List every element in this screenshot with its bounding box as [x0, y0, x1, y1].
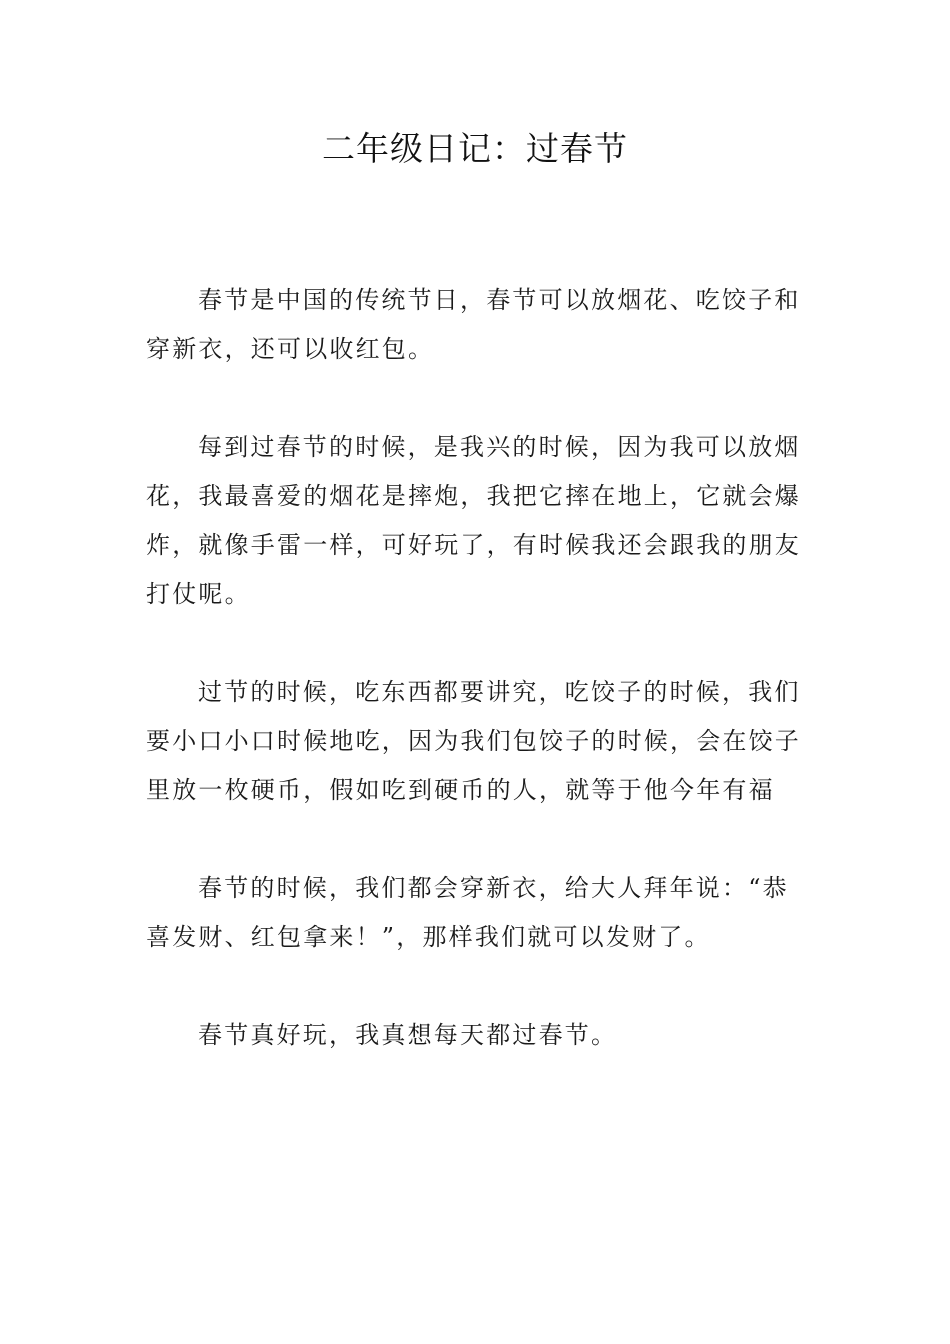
document-title: 二年级日记：过春节: [322, 129, 628, 168]
paragraph-2: 每到过春节的时候，是我兴的时候，因为我可以放烟花，我最喜爱的烟花是摔炮，我把它摔在地上，它就会爆炸，就像手雷一样，可好玩了，有时候我还会跟我的朋友打仗呢。: [146, 433, 801, 608]
paragraph-5: 春节真好玩，我真想每天都过春节。: [198, 1021, 618, 1049]
paragraph-4: 春节的时候，我们都会穿新衣，给大人拜年说：“恭喜发财、红包拿来！”，那样我们就可以发财了。: [146, 874, 789, 951]
paragraph-1: 春节是中国的传统节日，春节可以放烟花、吃饺子和穿新衣，还可以收红包。: [146, 286, 801, 363]
paragraph-3: 过节的时候，吃东西都要讲究，吃饺子的时候，我们要小口小口时候地吃，因为我们包饺子的时候，会在饺子里放一枚硬币，假如吃到硬币的人，就等于他今年有福: [146, 678, 801, 804]
document-body: [146, 276, 814, 1109]
